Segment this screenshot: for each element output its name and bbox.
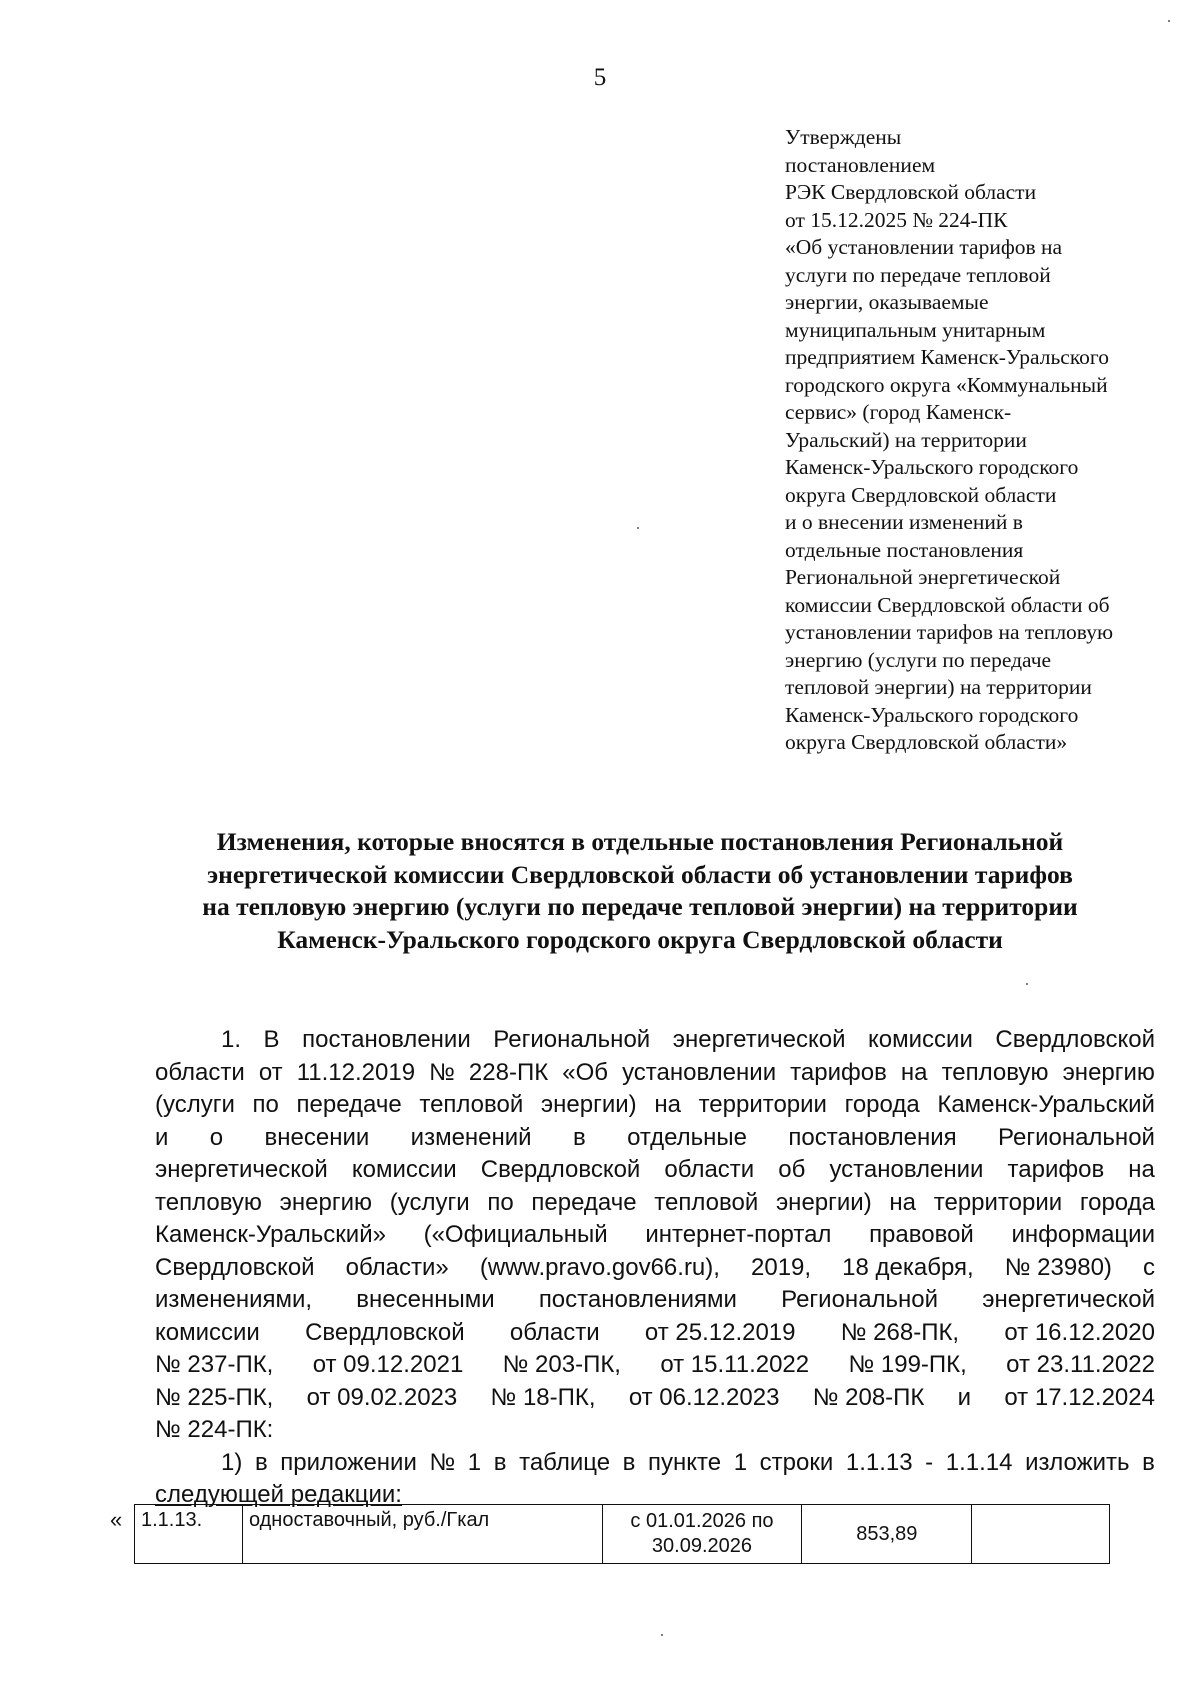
word: тарифов: [1007, 1156, 1105, 1183]
word: 11.12.2019: [296, 1058, 416, 1086]
word: города: [1079, 1188, 1155, 1216]
word: передаче: [296, 1091, 402, 1118]
word: № 23980): [1004, 1253, 1112, 1281]
description-cell: одноставочный, руб./Гкал: [242, 1505, 602, 1564]
approval-line: установлении тарифов на тепловую: [785, 620, 1114, 644]
title-line: на тепловую энергию (услуги по передаче тепловой энергии) на территории: [202, 892, 1078, 921]
paragraph-line: [155, 1154, 1155, 1187]
word: комиссии: [155, 1318, 260, 1346]
word: от 09.02.2023: [306, 1383, 458, 1411]
approval-line: Каменск-Уральского городского: [785, 702, 1079, 727]
subparagraph-1-continuation: следующей редакции:: [155, 1481, 402, 1508]
word: Каменск-Уральский»: [155, 1221, 386, 1248]
word: (www.pravo.gov66.ru),: [479, 1253, 720, 1281]
row-number-cell: 1.1.13.: [135, 1505, 243, 1564]
approval-line: округа Свердловской области»: [785, 730, 1068, 754]
word: № 199-ПК,: [848, 1351, 967, 1378]
word: Каменск-Уральский: [937, 1091, 1155, 1118]
value-cell: 853,89: [802, 1505, 972, 1564]
scan-speck: [1026, 983, 1028, 985]
word: 1): [221, 1448, 243, 1476]
word: в: [254, 1448, 268, 1476]
word: Свердловской: [305, 1318, 465, 1346]
document-title: [140, 826, 1140, 956]
word: от 15.11.2022: [660, 1351, 810, 1378]
word: изложить: [1025, 1448, 1130, 1476]
word: на: [900, 1058, 928, 1086]
approval-line: от 15.12.2025 № 224-ПК: [785, 207, 1008, 232]
table-row: [135, 1505, 1110, 1564]
word: 1: [467, 1448, 482, 1476]
word: приложении: [280, 1448, 417, 1476]
approval-line: округа Свердловской области: [785, 482, 1057, 507]
approval-line: отдельные постановления: [785, 537, 1024, 562]
paragraph-line: [155, 1024, 1155, 1057]
word: энергетической: [982, 1286, 1155, 1313]
approval-block: [785, 124, 1170, 757]
word: отдельные: [627, 1123, 748, 1151]
word: изменений: [410, 1123, 532, 1151]
word: № 225-ПК,: [155, 1383, 274, 1411]
page-number: 5: [593, 64, 607, 91]
word: 1.: [221, 1026, 242, 1053]
word: внесении: [264, 1123, 370, 1151]
word: области»: [345, 1253, 449, 1281]
word: 228-ПК: [468, 1058, 549, 1086]
word: тепловую: [155, 1188, 262, 1216]
word: о: [209, 1123, 224, 1151]
word: с: [1142, 1253, 1155, 1281]
word: 1.1.14: [945, 1448, 1013, 1476]
word: от 25.12.2019: [644, 1318, 796, 1346]
word: от 16.12.2020: [1004, 1318, 1155, 1346]
approval-line: «Об установлении тарифов на: [785, 235, 1063, 259]
word: Свердловской: [155, 1253, 315, 1281]
word: комиссии: [351, 1156, 457, 1183]
title-line: Каменск-Уральского городского округа Свердловской области: [277, 924, 1003, 954]
word: постановлении: [302, 1026, 471, 1053]
paragraph-line: [155, 1382, 1155, 1415]
period-cell: с 01.01.2026 по 30.09.2026: [602, 1505, 802, 1564]
word: в: [493, 1448, 507, 1476]
word: строки: [759, 1448, 834, 1476]
word: территории: [933, 1188, 1063, 1216]
word: -: [925, 1448, 934, 1476]
word: таблице: [519, 1448, 611, 1476]
word: Свердловской: [995, 1026, 1155, 1053]
word: от 23.11.2022: [1006, 1351, 1155, 1378]
paragraph-line: [155, 1284, 1155, 1317]
word: города: [844, 1091, 920, 1118]
approval-line: Уральский) на территории: [785, 427, 1027, 452]
word: «Об: [562, 1058, 609, 1086]
word: по: [487, 1188, 514, 1216]
word: 1: [733, 1448, 748, 1476]
approval-line: тепловой энергии) на территории: [785, 675, 1092, 699]
paragraph-line: [155, 1252, 1155, 1285]
word: № 208-ПК: [812, 1383, 925, 1411]
word: тепловой: [419, 1091, 524, 1118]
paragraph-line: [155, 1349, 1155, 1382]
word: от 09.12.2021: [312, 1351, 464, 1378]
word: № 237-ПК,: [155, 1351, 274, 1378]
word: (услуги: [389, 1188, 470, 1216]
word: информации: [1011, 1221, 1155, 1248]
approval-line: городского округа «Коммунальный: [785, 372, 1108, 397]
word: энергию: [1062, 1058, 1155, 1086]
title-line: Изменения, которые вносятся в отдельные постановления Региональной: [216, 827, 1064, 856]
word: (услуги: [155, 1091, 235, 1118]
approval-line: услуги по передаче тепловой: [785, 262, 1051, 287]
word: 18 декабря,: [842, 1253, 974, 1281]
word: 2019,: [751, 1253, 812, 1281]
approval-line: комиссии Свердловской области об: [785, 592, 1110, 617]
word: 1.1.13: [845, 1448, 913, 1476]
word: Региональной: [493, 1026, 651, 1053]
word: в: [572, 1123, 586, 1151]
scan-speck: [661, 1634, 663, 1636]
paragraph-line: [155, 1089, 1155, 1122]
word: постановления: [788, 1123, 957, 1151]
approval-line: и о внесении изменений в: [785, 510, 1023, 534]
word: передаче: [531, 1188, 637, 1216]
word: Свердловской: [480, 1156, 641, 1183]
word: изменениями,: [155, 1286, 313, 1313]
word: на: [1128, 1156, 1155, 1183]
word: пункте: [648, 1448, 722, 1476]
paragraph-1: [155, 1024, 1155, 1414]
word: в: [1142, 1448, 1155, 1476]
subparagraph-1: [155, 1447, 1155, 1480]
approval-line: постановлением: [785, 152, 936, 177]
paragraph-line: [155, 1219, 1155, 1252]
table-open-quote: «: [110, 1507, 123, 1532]
word: на: [889, 1188, 917, 1216]
word: внесенными: [356, 1286, 495, 1313]
word: и: [957, 1383, 972, 1411]
paragraph-line: [221, 1447, 1155, 1480]
word: №: [429, 1058, 455, 1086]
paragraph-line: [155, 1057, 1155, 1090]
paragraph-line: [155, 1122, 1155, 1155]
word: по: [252, 1091, 279, 1118]
word: об: [778, 1156, 806, 1183]
paragraph-line: [155, 1187, 1155, 1220]
word: № 268-ПК,: [840, 1318, 960, 1346]
word: Региональной: [781, 1286, 939, 1313]
word: В: [263, 1026, 280, 1053]
approval-line: сервис» (город Каменск-: [785, 400, 1012, 424]
approval-line: Региональной энергетической: [785, 565, 1061, 589]
approval-line: Утверждены: [785, 125, 902, 149]
word: Региональной: [998, 1123, 1155, 1151]
paragraph-1-last-line: № 224-ПК:: [155, 1416, 274, 1443]
paragraph-line: [155, 1317, 1155, 1350]
word: правовой: [869, 1221, 974, 1248]
approval-line: энергии, оказываемые: [785, 290, 989, 314]
word: от 17.12.2024: [1004, 1383, 1155, 1411]
word: от 06.12.2023: [628, 1383, 780, 1411]
word: в: [622, 1448, 636, 1476]
word: тарифов: [790, 1058, 887, 1086]
word: №: [429, 1448, 456, 1476]
word: энергию: [279, 1188, 372, 1216]
word: энергетической: [155, 1156, 328, 1183]
word: области: [664, 1156, 755, 1183]
approval-line: РЭК Свердловской области: [785, 180, 1037, 204]
word: энергии): [540, 1091, 637, 1118]
scan-speck: [637, 527, 639, 529]
word: области: [509, 1318, 600, 1346]
approval-line: предприятием Каменск-Уральского: [785, 345, 1109, 369]
approval-line: Каменск-Уральского городского: [785, 455, 1079, 479]
word: интернет-портал: [645, 1221, 832, 1248]
word: № 203-ПК,: [502, 1351, 621, 1378]
title-line: энергетической комиссии Свердловской области об установлении тарифов: [207, 859, 1073, 889]
word: от: [258, 1058, 283, 1086]
word: на: [654, 1091, 681, 1118]
word: тепловую: [941, 1058, 1049, 1086]
word: энергетической: [672, 1026, 846, 1053]
word: энергии): [775, 1188, 872, 1216]
word: установлении: [829, 1156, 984, 1183]
approval-line: муниципальным унитарным: [785, 317, 1046, 342]
body-text: [155, 1024, 1155, 1512]
word: установлении: [622, 1058, 777, 1086]
word: № 18-ПК,: [490, 1383, 596, 1411]
word: комиссии: [868, 1026, 973, 1053]
empty-cell: [972, 1505, 1110, 1564]
tariff-table: [134, 1504, 1110, 1564]
word: постановлениями: [538, 1286, 737, 1313]
word: и: [155, 1123, 169, 1151]
scan-speck: [1168, 20, 1170, 22]
approval-line: энергию (услуги по передаче: [785, 647, 1052, 672]
word: тепловой: [654, 1188, 759, 1216]
word: («Официальный: [423, 1221, 608, 1248]
word: области: [155, 1058, 245, 1086]
word: территории: [698, 1091, 827, 1118]
